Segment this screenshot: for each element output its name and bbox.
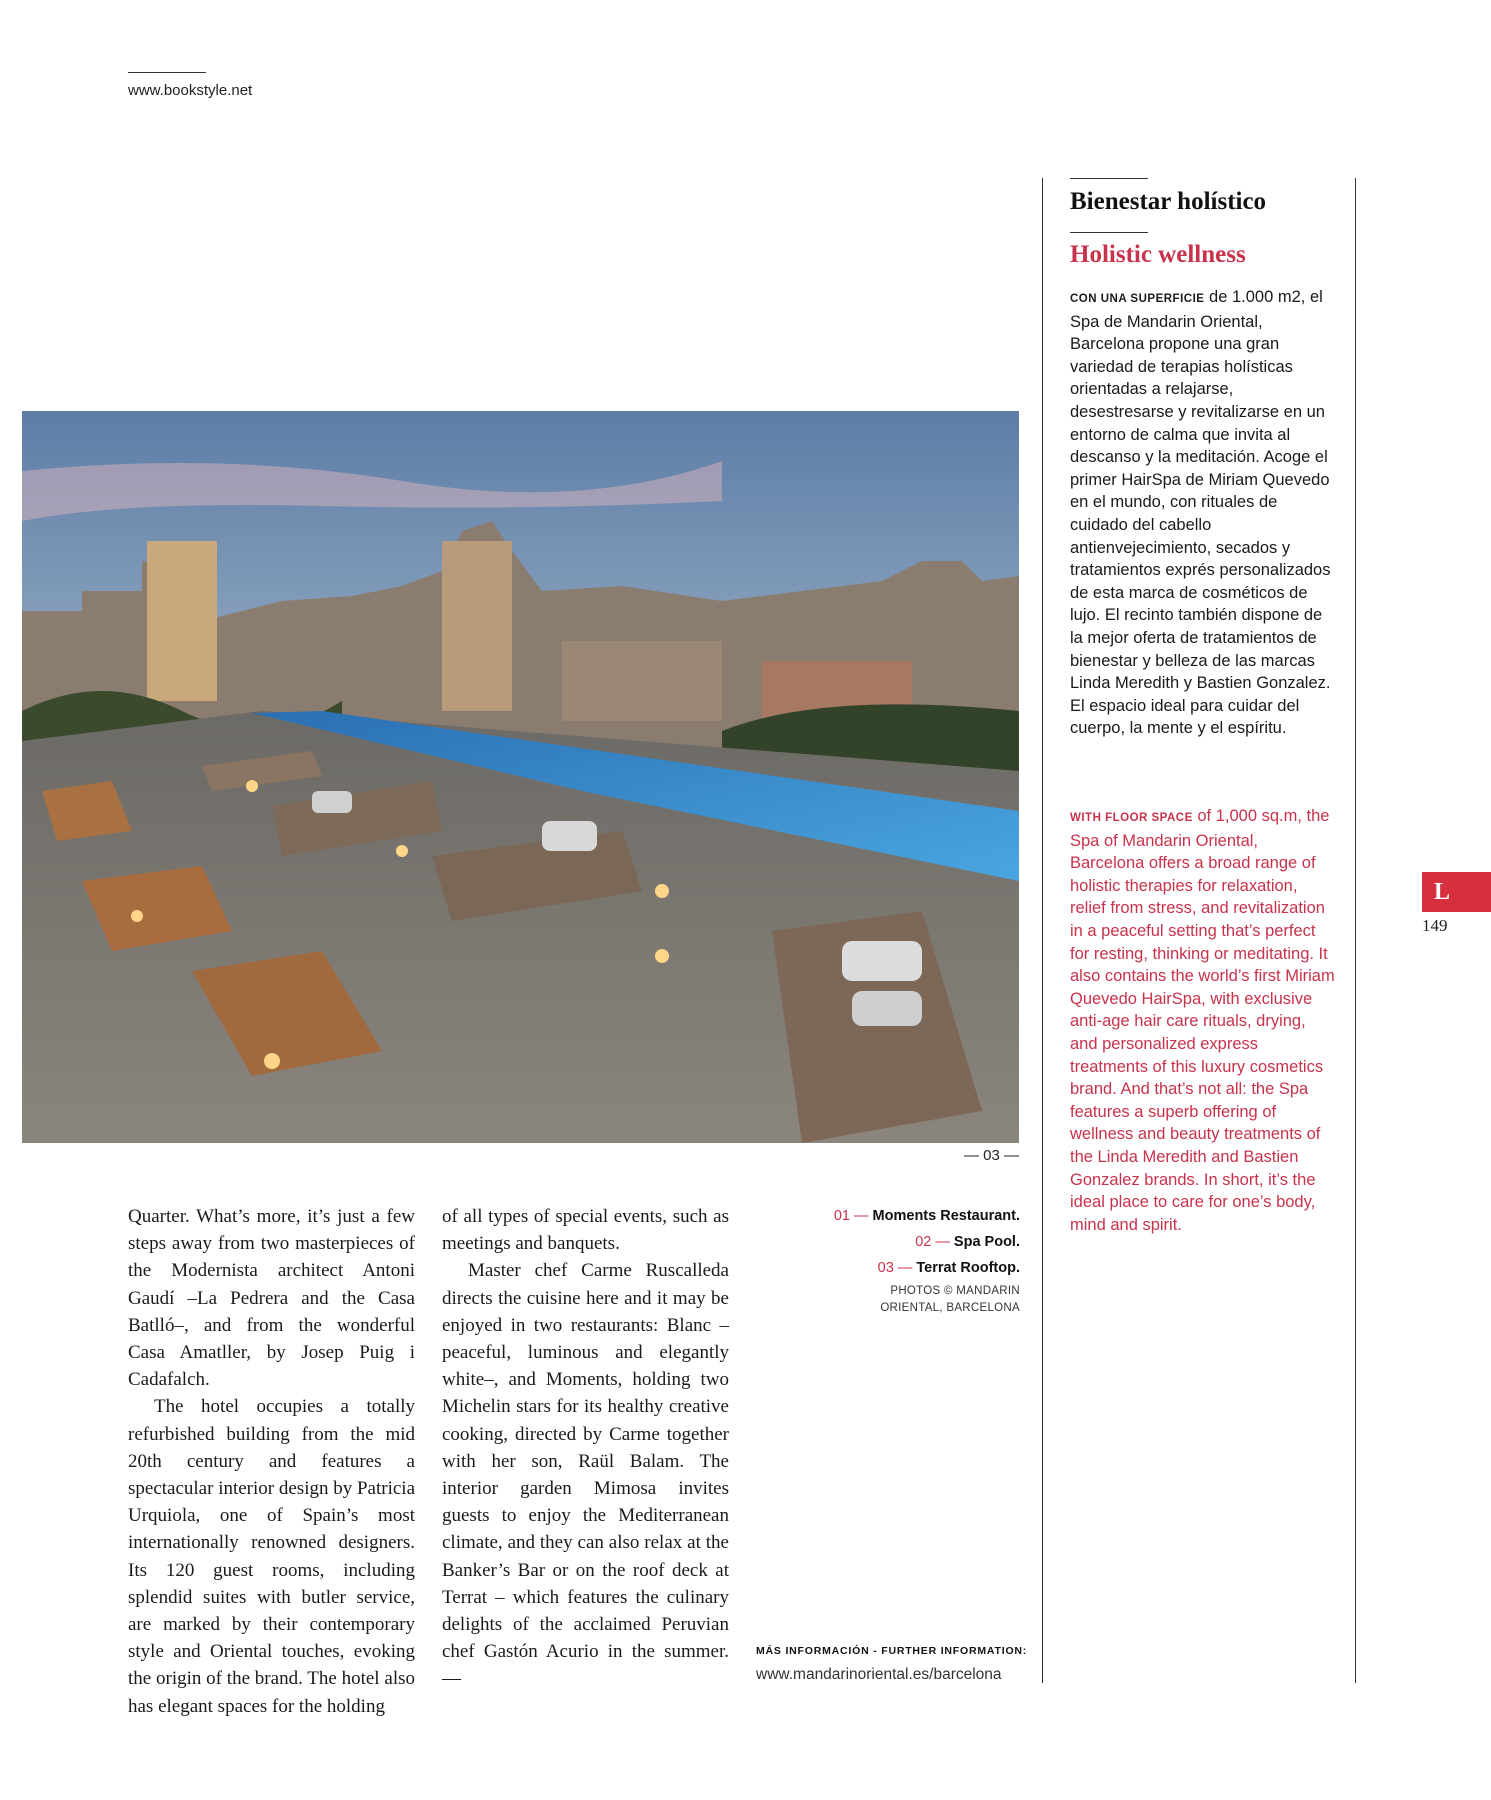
page-number: 149 [1422,916,1448,935]
caption-text: Terrat Rooftop. [916,1260,1020,1276]
caption-number: 01 — [833,1208,869,1224]
body-column-1 [128,1203,415,1720]
photo-credit-line-2: ORIENTAL, BARCELONA [880,1302,1020,1314]
body-paragraph: Master chef Carme Ruscalleda directs the cuisine here and it may be enjoyed in two restaurants: Blanc –peaceful, luminous and elegantly white–, and Moments, holding two Michelin stars for its healthy creative cooking, directed by Carme together with her son, Raül Balam. The interior garden Mimosa invites guests to enjoy the Mediterranean climate, and they can also relax at the Banker’s Bar or on the roof deck at Terrat – which features the culinary delights of the acclaimed Peruvian chef Gastón Acurio in the summer. — [442,1260,729,1690]
body-column-2 [442,1203,729,1693]
caption-item [820,1232,1020,1252]
sidebar-text-en [1070,805,1335,1236]
caption-item [820,1206,1020,1226]
section-tab-letter: L [1433,879,1450,905]
sidebar-body-es: de 1.000 m2, el Spa de Mandarin Oriental, Barcelona propone una gran variedad de terapias holísticas orientadas a relajarse, desestresarse y revitalizarse en un entorno de calma que invita al descanso y la meditación. Acoge el primer HairSpa de Miriam Quevedo en el mundo, con rituales de cuidado del cabello antienvejecimiento, secados y tratamientos exprés personalizados de esta marca de cosméticos de lujo. El recinto también dispone de la mejor oferta de tratamientos de bienestar y belleza de las marcas Linda Meredith y Bastien Gonzalez. El espacio ideal para cuidar del cuerpo, la mente y el espíritu. [1070,288,1331,738]
site-url[interactable]: www.bookstyle.net [128,82,253,99]
sidebar-title-en: Holistic wellness [1070,241,1246,268]
caption-text: Spa Pool. [953,1234,1020,1250]
photo-captions [820,1206,1020,1318]
sidebar-lead-en: WITH FLOOR SPACE [1070,812,1193,824]
photo-number: — 03 — [963,1147,1019,1164]
sidebar-title-es: Bienestar holístico [1070,188,1267,215]
caption-number: 02 — [915,1234,950,1250]
sidebar-title-rule [1070,232,1148,233]
sidebar-body-en: of 1,000 sq.m, the Spa of Mandarin Oriental, Barcelona offers a broad range of holistic therapies for relaxation, relief from stress, and revitalization in a peaceful setting that’s perfect for resting, thinking or meditating. It also contains the world’s first Miriam Quevedo HairSpa, with exclusive anti-age hair care rituals, drying, and personalized express treatments of this luxury cosmetics brand. And that’s not all: the Spa features a superb offering of wellness and beauty treatments of the Linda Meredith and Bastien Gonzalez brands. In short, it’s the ideal place to care for one’s body, mind and spirit. [1070,807,1335,1234]
body-paragraph: The hotel occupies a totally refurbished building from the mid 20th century and features a spectacular interior design by Patricia Urquiola, one of Spain’s most internationally renowned designers. Its 120 guest rooms, including splendid suites with butler service, are marked by their contemporary style and Oriental touches, evoking the origin of the brand. The hotel also has elegant spaces for the holding [128,1396,416,1717]
caption-number: 03 — [877,1260,913,1276]
sidebar-title-rule [1070,178,1148,179]
sidebar-rule-right [1355,178,1356,1683]
header-rule [128,72,206,73]
further-info-label: MÁS INFORMACIÓN - FURTHER INFORMATION: [756,1645,1028,1657]
body-paragraph: Quarter. What’s more, it’s just a few steps away from two masterpieces of the Modernista architect Antoni Gaudí –La Pedrera and the Casa Batlló–, and from the wonderful Casa Amatller, by Josep Puig i Cadafalch. [128,1206,415,1391]
sidebar-text-es [1070,286,1335,740]
further-info-link[interactable]: www.mandarinoriental.es/barcelona [756,1666,1002,1683]
rooftop-photo [22,411,1019,1143]
photo-credit-line-1: PHOTOS © MANDARIN [890,1285,1020,1297]
body-paragraph: of all types of special events, such as meetings and banquets. [442,1206,729,1255]
caption-item [820,1258,1020,1278]
sidebar-rule-left [1042,178,1043,1683]
rooftop-photo-illustration [22,411,1019,1143]
sidebar-lead-es: CON UNA SUPERFICIE [1070,293,1205,305]
caption-text: Moments Restaurant. [872,1208,1020,1224]
section-tab [1422,872,1491,912]
